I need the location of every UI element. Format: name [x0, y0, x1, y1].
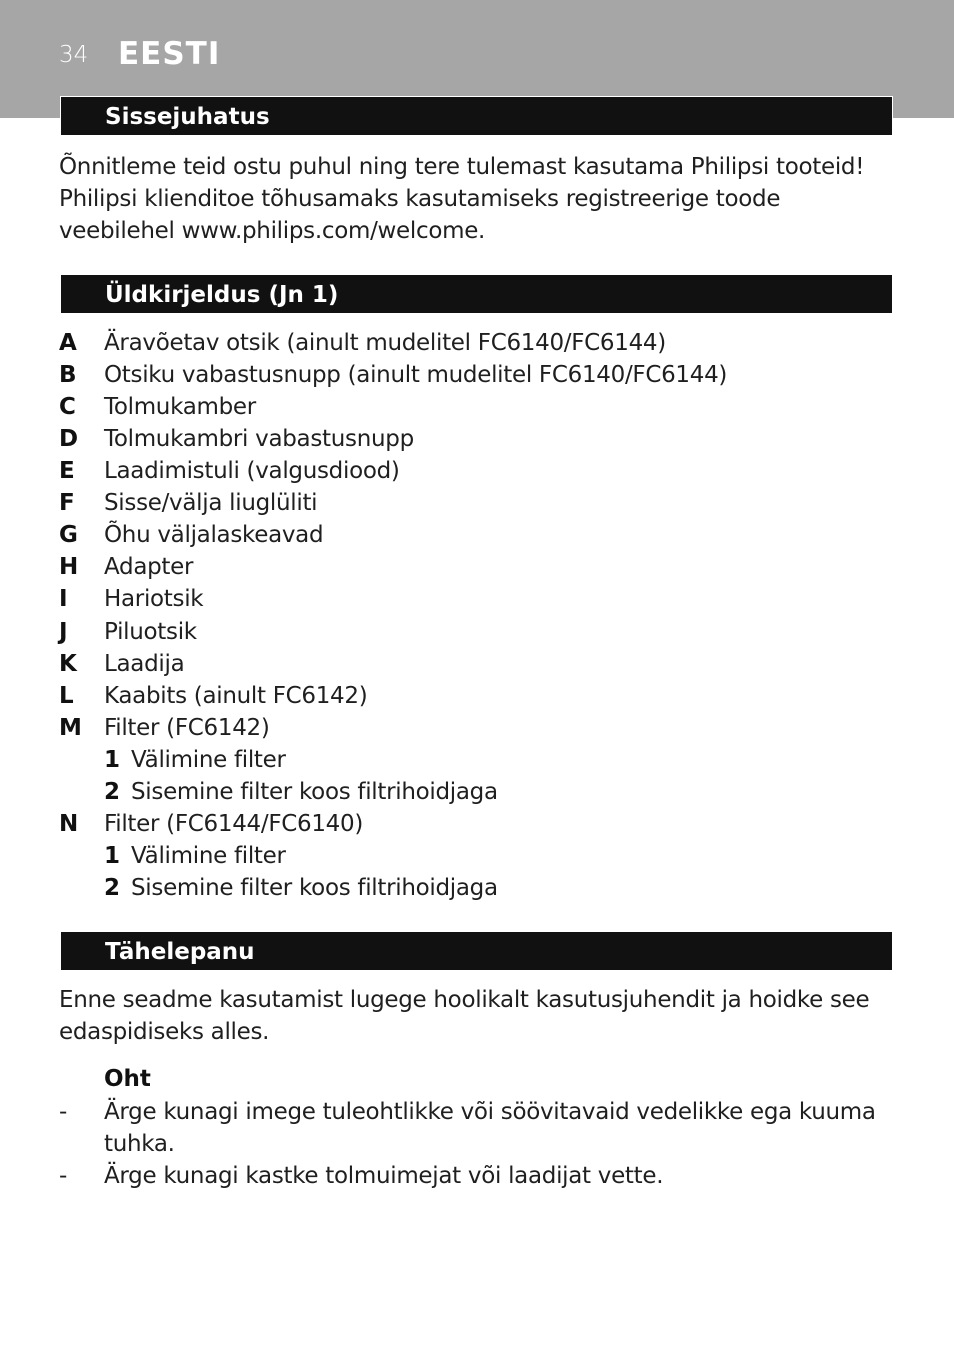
item-text: Kaabits (ainult FC6142): [104, 683, 368, 709]
page-number: 34: [59, 42, 89, 68]
item-letter: B: [59, 362, 77, 388]
sub-item-text: Sisemine filter koos filtrihoidjaga: [131, 875, 498, 901]
item-letter: E: [59, 458, 75, 484]
danger-list-item: [59, 1096, 889, 1160]
item-letter: M: [59, 715, 82, 741]
section-title-intro: Sissejuhatus: [105, 104, 270, 130]
item-text: Sisse/välja liuglüliti: [104, 490, 318, 516]
item-letter: N: [59, 811, 78, 837]
language-title: EESTI: [118, 36, 221, 72]
danger-list-item: [59, 1160, 889, 1192]
section-heading-important: [60, 931, 893, 971]
item-text: Äravõetav otsik (ainult mudelitel FC6140/FC6144): [104, 330, 666, 356]
item-text: Tolmukambri vabastusnupp: [104, 426, 414, 452]
section-title-important: Tähelepanu: [105, 939, 255, 965]
section-title-overview: Üldkirjeldus (Jn 1): [105, 282, 339, 308]
section-heading-intro: [60, 96, 893, 136]
sub-item-number: 2: [104, 779, 120, 805]
item-text: Laadija: [104, 651, 185, 677]
sub-item-number: 1: [104, 843, 120, 869]
item-letter: C: [59, 394, 76, 420]
item-letter: A: [59, 330, 77, 356]
danger-item-text: Ärge kunagi imege tuleohtlikke või söövitavaid vedelikke ega kuuma tuhka.: [104, 1099, 876, 1157]
item-text: Hariotsik: [104, 586, 204, 612]
important-paragraph: Enne seadme kasutamist lugege hoolikalt kasutusjuhendit ja hoidke see edaspidiseks alles.: [59, 987, 870, 1045]
sub-item-number: 1: [104, 747, 120, 773]
item-letter: D: [59, 426, 78, 452]
item-letter: H: [59, 554, 78, 580]
item-text: Laadimistuli (valgusdiood): [104, 458, 400, 484]
item-text: Filter (FC6142): [104, 715, 270, 741]
dash-marker: -: [59, 1099, 67, 1125]
item-text: Otsiku vabastusnupp (ainult mudelitel FC6140/FC6144): [104, 362, 728, 388]
sub-item-number: 2: [104, 875, 120, 901]
item-letter: F: [59, 490, 75, 516]
item-letter: J: [59, 619, 68, 645]
intro-paragraph: Õnnitleme teid ostu puhul ning tere tulemast kasutama Philipsi tooteid! Philipsi klienditoe tõhusamaks kasutamiseks registreerige toode veebilehel www.philips.com/welcome.: [59, 154, 865, 244]
item-text: Õhu väljalaskeavad: [104, 522, 324, 548]
item-text: Tolmukamber: [104, 394, 256, 420]
sub-item-text: Välimine filter: [131, 843, 286, 869]
item-text: Adapter: [104, 554, 194, 580]
item-letter: I: [59, 586, 68, 612]
item-text: Filter (FC6144/FC6140): [104, 811, 364, 837]
item-letter: K: [59, 651, 77, 677]
sub-item-text: Sisemine filter koos filtrihoidjaga: [131, 779, 498, 805]
sub-item-text: Välimine filter: [131, 747, 286, 773]
item-letter: L: [59, 683, 74, 709]
item-letter: G: [59, 522, 78, 548]
dash-marker: -: [59, 1163, 67, 1189]
danger-item-text: Ärge kunagi kastke tolmuimejat või laadijat vette.: [104, 1163, 664, 1189]
section-heading-overview: [60, 274, 893, 314]
danger-heading: Oht: [104, 1066, 151, 1092]
item-text: Piluotsik: [104, 619, 197, 645]
